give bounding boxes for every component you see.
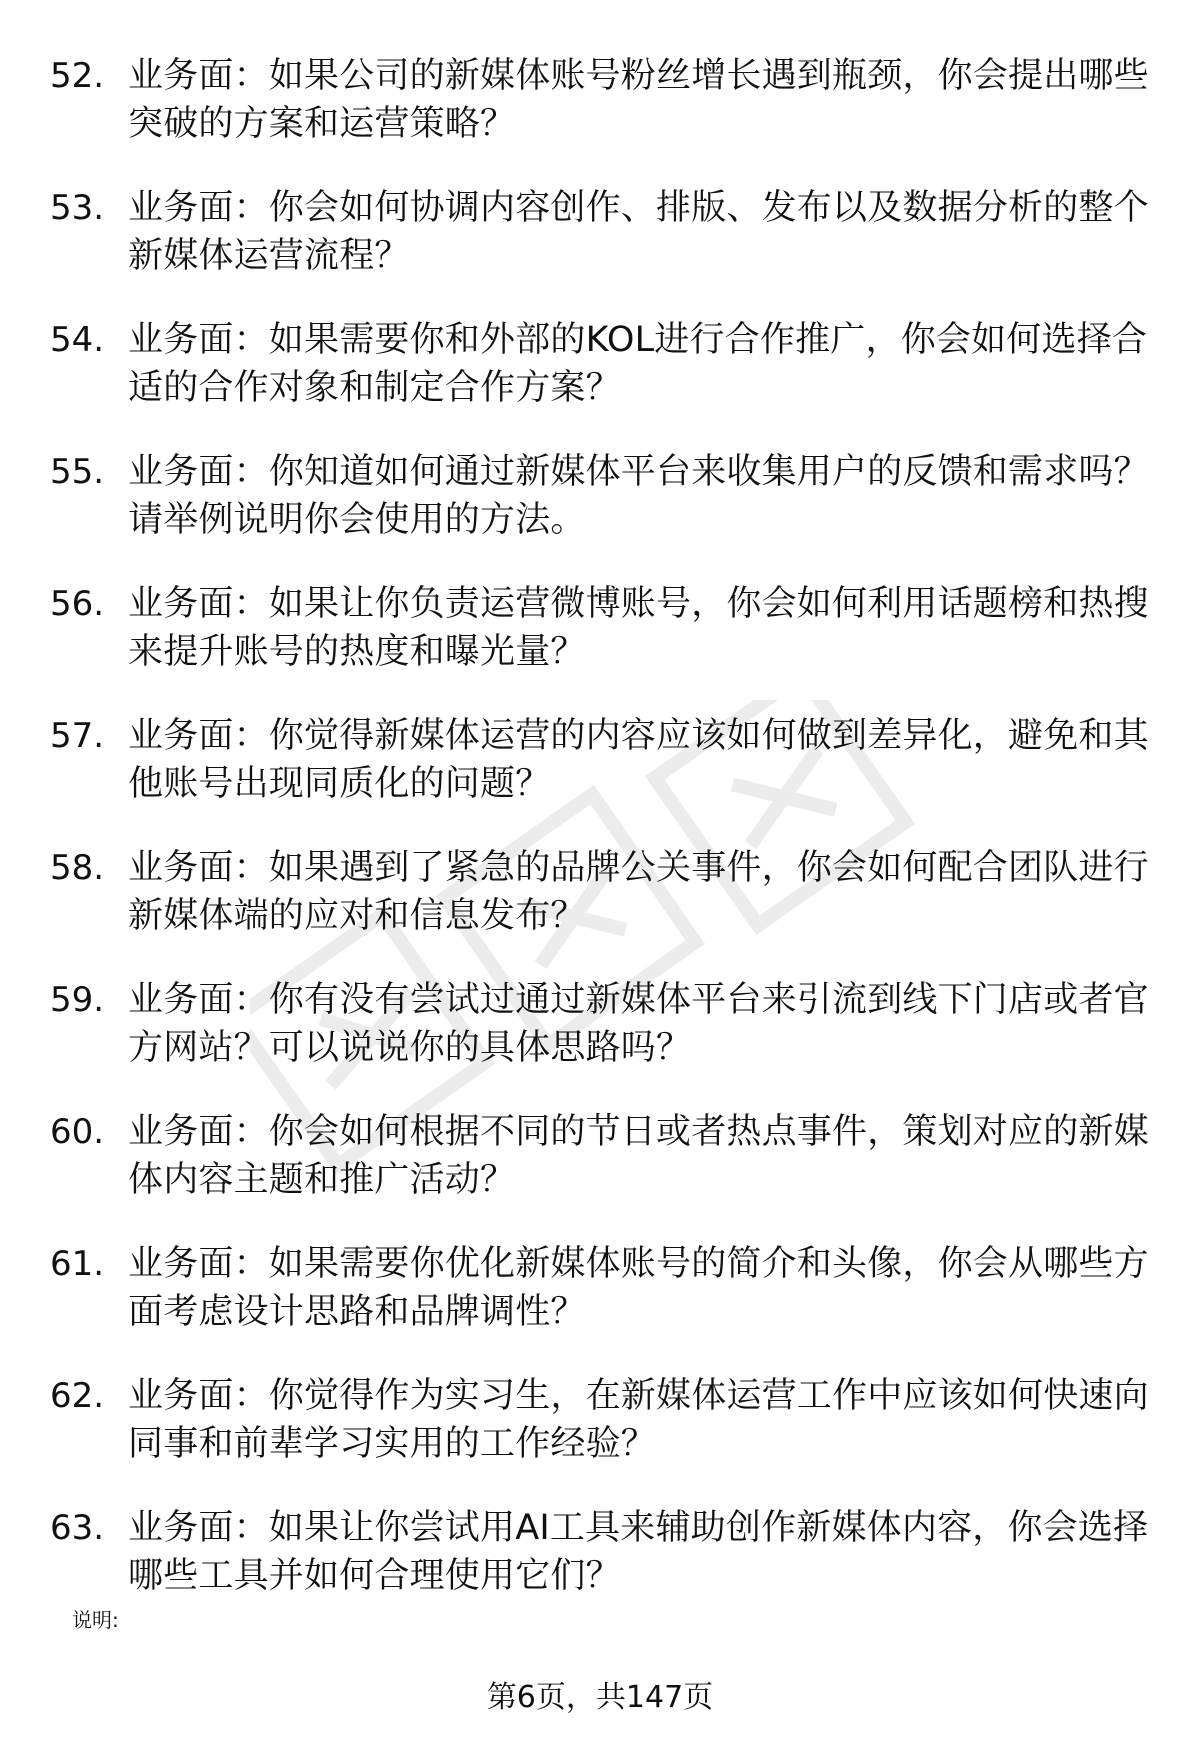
list-item [50, 844, 1150, 976]
question-text: 业务面：你觉得作为实习生，在新媒体运营工作中应该如何快速向同事和前辈学习实用的工作经验？ [128, 1376, 1149, 1464]
list-item [50, 184, 1150, 316]
question-number: 56. [50, 584, 105, 624]
question-text: 业务面：你觉得新媒体运营的内容应该如何做到差异化，避免和其他账号出现同质化的问题？ [128, 716, 1149, 804]
question-number: 55. [50, 452, 105, 492]
question-text: 业务面：你知道如何通过新媒体平台来收集用户的反馈和需求吗？请举例说明你会使用的方法。 [128, 452, 1149, 540]
question-text: 业务面：如果公司的新媒体账号粉丝增长遇到瓶颈，你会提出哪些突破的方案和运营策略？ [128, 56, 1149, 144]
question-number: 62. [50, 1376, 105, 1416]
list-item [50, 580, 1150, 712]
question-number: 61. [50, 1244, 105, 1284]
question-text: 业务面：如果需要你和外部的KOL进行合作推广，你会如何选择合适的合作对象和制定合作方案？ [128, 320, 1148, 408]
list-item [50, 712, 1150, 844]
question-number: 58. [50, 848, 105, 888]
question-text: 业务面：如果让你负责运营微博账号，你会如何利用话题榜和热搜来提升账号的热度和曝光量？ [128, 584, 1149, 672]
list-item [50, 316, 1150, 448]
question-number: 59. [50, 980, 105, 1020]
list-item [50, 448, 1150, 580]
question-text: 业务面：如果让你尝试用AI工具来辅助创作新媒体内容，你会选择哪些工具并如何合理使用它们？ [128, 1508, 1149, 1596]
question-text: 业务面：你会如何根据不同的节日或者热点事件，策划对应的新媒体内容主题和推广活动？ [128, 1112, 1149, 1200]
question-number: 53. [50, 188, 105, 228]
list-item [50, 52, 1150, 184]
list-item [50, 1372, 1150, 1504]
page-footer: 第6页，共147页 [486, 1680, 714, 1715]
question-text: 业务面：你会如何协调内容创作、排版、发布以及数据分析的整个新媒体运营流程？ [128, 188, 1149, 276]
list-item [50, 976, 1150, 1108]
question-text: 业务面：如果需要你优化新媒体账号的简介和头像，你会从哪些方面考虑设计思路和品牌调性？ [128, 1244, 1149, 1332]
question-number: 52. [50, 56, 105, 96]
question-number: 63. [50, 1508, 105, 1548]
question-text: 业务面：你有没有尝试过通过新媒体平台来引流到线下门店或者官方网站？可以说说你的具体思路吗？ [128, 980, 1149, 1068]
list-item [50, 1240, 1150, 1372]
question-number: 54. [50, 320, 105, 360]
note-label: 说明: [72, 1608, 119, 1632]
question-list [50, 52, 1150, 1636]
question-number: 60. [50, 1112, 105, 1152]
list-item [50, 1108, 1150, 1240]
question-number: 57. [50, 716, 105, 756]
list-item [50, 1504, 1150, 1636]
question-text: 业务面：如果遇到了紧急的品牌公关事件，你会如何配合团队进行新媒体端的应对和信息发布？ [128, 848, 1149, 936]
